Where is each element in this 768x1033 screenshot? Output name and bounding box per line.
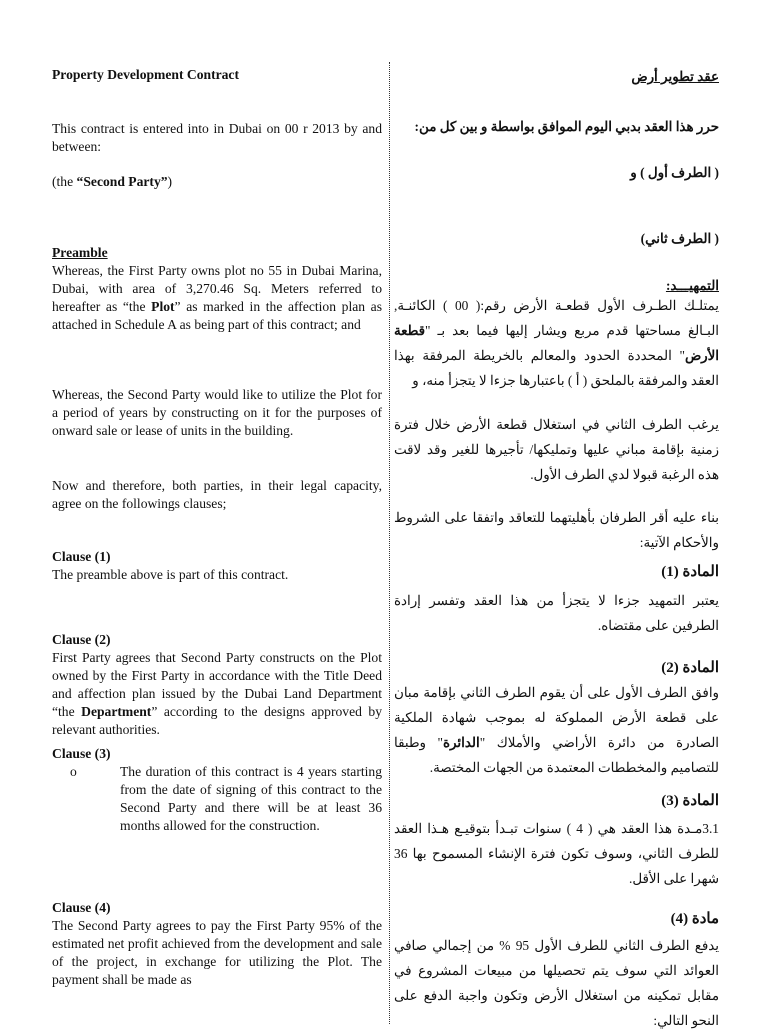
clause2-text-ar: وافق الطرف الأول على أن يقوم الطرف الثاني بإقامة مبان على قطعة الأرض المملوكة له بموجب شهادة الملكية الصادرة من دائرة الأراضي والأملاك "الدائرة" وطبقا للتصاميم والمخططات المعتمدة من الجهات المختصة.: [394, 685, 719, 775]
clause3-heading-ar: المادة (3): [661, 793, 719, 809]
clause2-text-en: First Party agrees that Second Party constructs on the Plot owned by the First Party in accordance with the Title Deed and affection plan issued by the Dubai Land Department “the Department” according to the designs approved by relevant authorities.: [52, 650, 382, 737]
clause4-heading-ar: مادة (4): [670, 911, 719, 927]
preamble-p3-ar: بناء عليه أقر الطرفان بأهليتهما للتعاقد واتفقا على الشروط والأحكام الآتية:: [394, 510, 719, 550]
clause1-heading-ar: المادة (1): [661, 564, 719, 580]
second-party-en: (the “Second Party”): [52, 174, 173, 189]
preamble-p2-en: Whereas, the Second Party would like to utilize the Plot for a period of years by constructing on it for the purposes of onward sale or lease of units in the building.: [52, 387, 382, 438]
clause4-heading-en: Clause (4): [52, 900, 111, 915]
preamble-p2-ar: يرغب الطرف الثاني في استغلال قطعة الأرض خلال فترة زمنية بإقامة مباني عليها وتمليكها/ تأجيرها للغير وقد لاقت هذه الرغبة قبولا لدي الطرف الأول.: [394, 417, 719, 482]
preamble-heading-ar: التمهيـــد:: [665, 278, 719, 293]
clause2-heading-en: Clause (2): [52, 632, 111, 647]
bullet-icon: o: [70, 764, 77, 779]
clause4-text-en: The Second Party agrees to pay the First Party 95% of the estimated net profit achieved from the development and sale of the project, in exchange for utilizing the Plot. The payment shall be made as: [52, 918, 382, 987]
preamble-p1-en: Whereas, the First Party owns plot no 55 in Dubai Marina, Dubai, with area of 3,270.46 Sq. Meters referred to hereafter as “the Plot” as marked in the affection plan as attached in Schedule A as being part of this contract; and: [52, 263, 383, 332]
clause4-text-ar: يدفع الطرف الثاني للطرف الأول 95 % من إجمالي صافي العوائد التي سوف يتم تحصيلها من مبيعات المشروع في مقابل تمكينه من استغلال الأرض وتكون واجبة الدفع على النحو التالي:: [394, 938, 719, 1028]
first-party-ar: ( الطرف أول ) و: [630, 165, 719, 180]
preamble-p3-en: Now and therefore, both parties, in their legal capacity, agree on the followings clauses;: [52, 478, 382, 511]
intro-ar: حرر هذا العقد بدبي اليوم الموافق بواسطة و بين كل من:: [414, 119, 719, 134]
contract-title-en: Property Development Contract: [52, 67, 239, 82]
clause3-text-ar: 3.1مـدة هذا العقد هي ( 4 ) سنوات تبـدأ بتوقيـع هـذا العقد للطرف الثاني، وسوف تكون فترة الإنشاء المسموح بها 36 شهرا على الأقل.: [394, 821, 720, 886]
preamble-heading-en: Preamble: [52, 245, 108, 260]
clause1-heading-en: Clause (1): [52, 549, 111, 564]
preamble-p1-ar: يمتلـك الطـرف الأول قطعـة الأرض رقم:( 00 ) الكائنـة, البـالغ مساحتها قدم مربع ويشار إليها فيما بعد بـ "قطعة الأرض" المحددة الحدود والمعالم بالخريطة المرفقة بهذا العقد والمرفقة بالملحق ( أ ) باعتبارها جزءا لا يتجزأ منه، و: [394, 298, 719, 388]
clause1-text-en: The preamble above is part of this contract.: [52, 567, 289, 582]
column-divider: [389, 62, 390, 1024]
second-party-ar: ( الطرف ثاني): [640, 231, 719, 246]
clause2-heading-ar: المادة (2): [661, 660, 719, 676]
clause3-item-en: o The duration of this contract is 4 years starting from the date of signing of this contract to the Second Party and there will be at least 36 months allowed for the construction.: [70, 764, 382, 833]
clause1-text-ar: يعتبر التمهيد جزءا لا يتجزأ من هذا العقد وتفسر إرادة الطرفين على مقتضاه.: [394, 593, 719, 633]
clause3-heading-en: Clause (3): [52, 746, 111, 761]
contract-title-ar: عقد تطوير أرض: [631, 69, 719, 84]
intro-en: This contract is entered into in Dubai on 00 r 2013 by and between:: [52, 121, 382, 154]
